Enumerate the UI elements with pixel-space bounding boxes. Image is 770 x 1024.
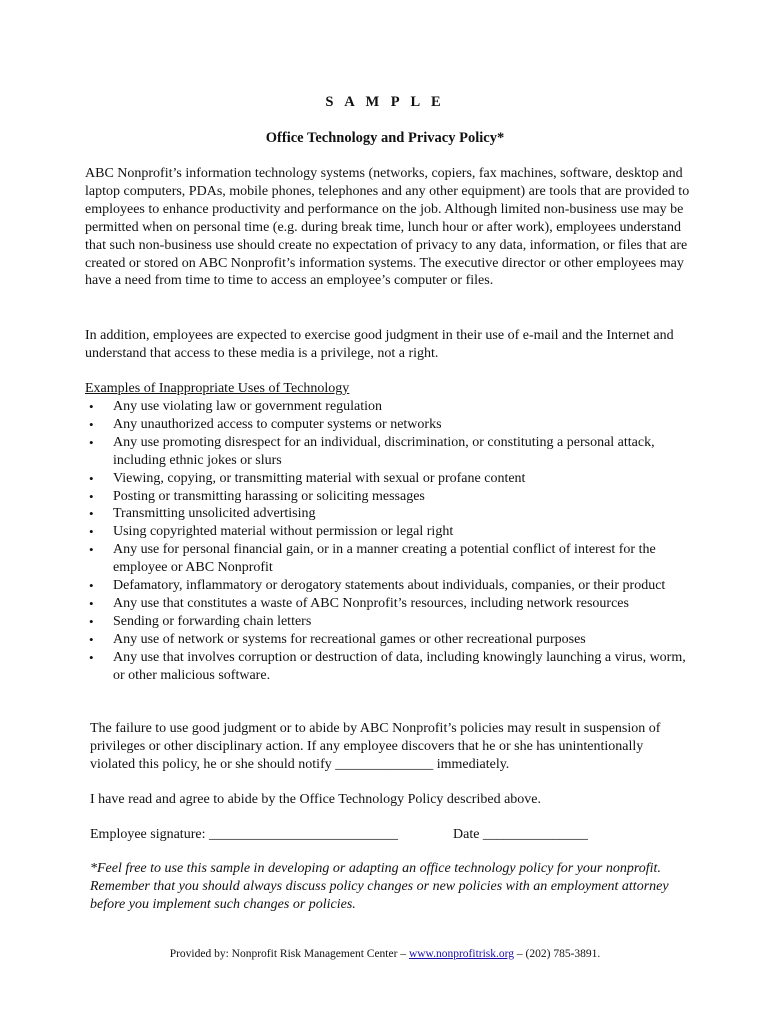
list-item: • Any use violating law or government regulation	[85, 398, 691, 416]
footnote: *Feel free to use this sample in developing or adapting an office technology policy for your nonprofit. Remember that you should always discuss policy changes or new policies with an employment attorney before you implement such changes or policies.	[90, 861, 669, 912]
list-item: • Sending or forwarding chain letters	[85, 613, 691, 631]
list-item: • Transmitting unsolicited advertising	[85, 505, 691, 523]
list-item: • Any use that involves corruption or destruction of data, including knowingly launching a virus, worm, or other malicious software.	[85, 649, 691, 685]
footer-prefix: Provided by: Nonprofit Risk Management Center –	[169, 948, 409, 960]
consequences-paragraph: The failure to use good judgment or to abide by ABC Nonprofit’s policies may result in suspension of privileges or other disciplinary action. If any employee discovers that he or she has unintentionally violated this policy, he or she should notify ______________ immediately.	[90, 721, 661, 772]
page-title: Office Technology and Privacy Policy*	[265, 130, 505, 146]
list-item: • Any use of network or systems for recreational games or other recreational purposes	[85, 631, 691, 649]
list-item: • Any use for personal financial gain, or in a manner creating a potential conflict of interest for the employee or ABC Nonprofit	[85, 541, 691, 577]
judgment-paragraph: In addition, employees are expected to exercise good judgment in their use of e-mail and the Internet and understand that access to these media is a privilege, not a right.	[85, 328, 674, 361]
employee-signature-field: Employee signature: ___________________________	[90, 827, 398, 842]
list-item: • Using copyrighted material without permission or legal right	[85, 523, 691, 541]
signature-row	[90, 826, 588, 844]
sample-heading: S A M P L E	[325, 94, 445, 110]
agreement-paragraph: I have read and agree to abide by the Office Technology Policy described above.	[90, 792, 541, 807]
website-link[interactable]: www.nonprofitrisk.org	[408, 948, 515, 960]
list-item: • Any unauthorized access to computer systems or networks	[85, 416, 691, 434]
list-item: • Any use promoting disrespect for an individual, discrimination, or constituting a personal attack, including ethnic jokes or slurs	[85, 434, 691, 470]
examples-heading: Examples of Inappropriate Uses of Technology	[85, 381, 350, 396]
footer-suffix: – (202) 785-3891.	[514, 948, 601, 960]
examples-list	[85, 398, 691, 685]
list-item: • Defamatory, inflammatory or derogatory statements about individuals, companies, or their product	[85, 577, 691, 595]
intro-paragraph: ABC Nonprofit’s information technology systems (networks, copiers, fax machines, software, desktop and laptop computers, PDAs, mobile phones, telephones and any other equipment) are tools that are provided to employees to enhance productivity and performance on the job. Although limited non-business use may be permitted when on personal time (e.g. during break time, lunch hour or after work), employees understand that such non-business use should create no expectation of privacy to any data, information, or files that are created or stored on ABC Nonprofit’s information systems. The executive director or other employees may have a need from time to time to access an employee’s computer or files.	[85, 166, 690, 289]
list-item: • Any use that constitutes a waste of ABC Nonprofit’s resources, including network resources	[85, 595, 691, 613]
date-field: Date _______________	[453, 827, 588, 842]
list-item: • Viewing, copying, or transmitting material with sexual or profane content	[85, 470, 691, 488]
page-footer	[0, 948, 770, 960]
list-item: • Posting or transmitting harassing or soliciting messages	[85, 488, 691, 506]
